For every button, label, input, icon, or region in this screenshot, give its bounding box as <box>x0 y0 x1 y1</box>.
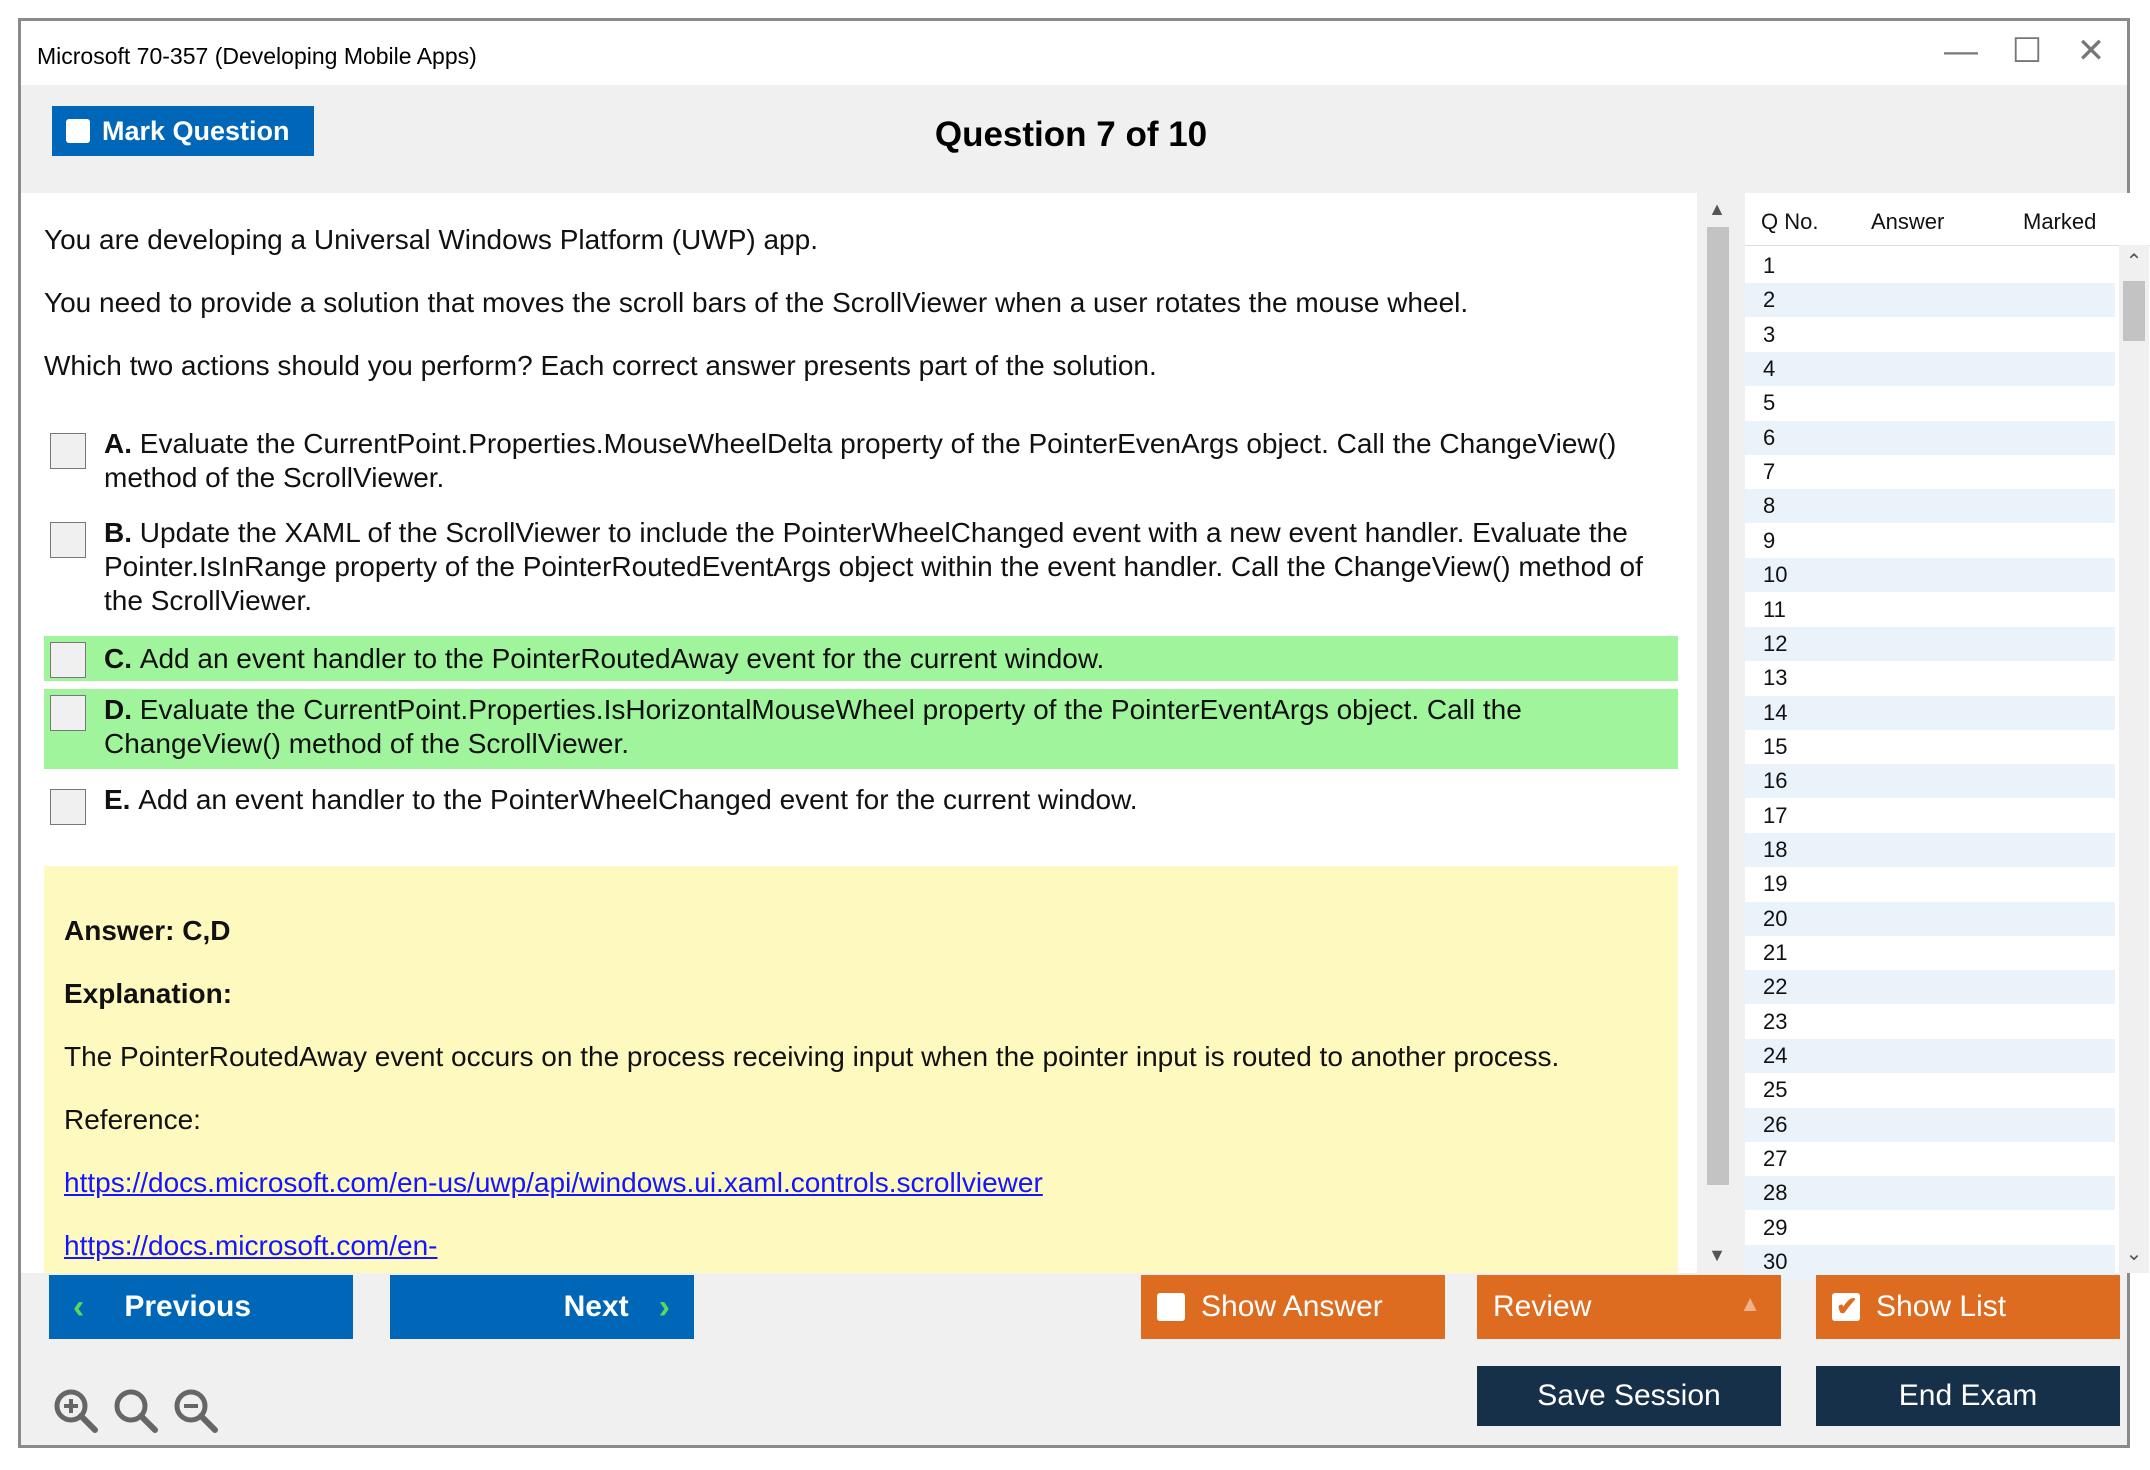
reference-link-2[interactable]: https://docs.microsoft.com/en- <box>64 1230 438 1261</box>
question-list-row[interactable]: 19 <box>1763 871 1788 897</box>
question-list-row[interactable]: 16 <box>1745 764 2115 798</box>
question-content <box>21 193 1697 1273</box>
show-answer-checkbox-icon <box>1157 1293 1185 1321</box>
question-list-row[interactable]: 8 <box>1745 489 2115 523</box>
maximize-button[interactable]: ☐ <box>2011 32 2043 70</box>
end-exam-button[interactable]: End Exam <box>1816 1366 2120 1426</box>
question-list-row[interactable]: 23 <box>1763 1008 1788 1034</box>
show-answer-button[interactable] <box>1141 1275 1445 1339</box>
question-list-row[interactable]: 11 <box>1763 596 1786 622</box>
question-stem-3: Which two actions should you perform? Each correct answer presents part of the solution. <box>44 350 1157 381</box>
option-b-checkbox[interactable] <box>50 522 86 558</box>
minimize-button[interactable]: — <box>1944 32 1978 70</box>
app-window <box>18 18 2143 1448</box>
option-d-text: Evaluate the CurrentPoint.Properties.IsHorizontalMouseWheel property of the PointerEventArgs object. Call the ChangeView() method of the ScrollViewer. <box>104 694 1522 759</box>
explanation-label: Explanation: <box>64 978 233 1009</box>
question-list-row[interactable]: 29 <box>1763 1214 1788 1240</box>
list-scroll-down-icon[interactable]: ⌄ <box>2125 1243 2143 1265</box>
content-scrollbar[interactable] <box>1699 193 1735 1273</box>
dropdown-arrow-icon: ▲ <box>1739 1291 1761 1316</box>
option-c-letter: C. <box>104 643 140 674</box>
question-list-header <box>1745 193 2150 246</box>
next-label: Next <box>563 1290 629 1323</box>
question-list-row[interactable]: 14 <box>1745 696 2115 730</box>
show-answer-label: Show Answer <box>1201 1290 1383 1323</box>
title-bar <box>21 21 2127 85</box>
option-c[interactable] <box>44 636 1678 681</box>
reference-label: Reference: <box>64 1104 201 1135</box>
question-list-row[interactable]: 18 <box>1745 833 2115 867</box>
question-list-row[interactable]: 9 <box>1763 527 1776 553</box>
question-list-row[interactable]: 25 <box>1763 1077 1788 1103</box>
question-list-row[interactable]: 6 <box>1745 421 2115 455</box>
option-c-checkbox[interactable] <box>50 642 86 678</box>
question-list-row[interactable]: 30 <box>1745 1245 2115 1279</box>
list-scroll-thumb[interactable] <box>2123 281 2145 341</box>
question-list-panel <box>1745 193 2150 1273</box>
question-list-row[interactable]: 17 <box>1763 802 1788 828</box>
question-list-row[interactable]: 13 <box>1763 665 1788 691</box>
mark-question-label: Mark Question <box>102 115 290 146</box>
zoom-in-icon[interactable] <box>51 1386 101 1436</box>
option-b[interactable] <box>44 516 1678 618</box>
content-scroll-thumb[interactable] <box>1707 227 1729 1185</box>
question-list-row[interactable]: 21 <box>1763 940 1788 965</box>
answer-panel <box>44 866 1678 1273</box>
question-stem-2: You need to provide a solution that moves the scroll bars of the ScrollViewer when a user rotates the mouse wheel. <box>44 287 1469 318</box>
option-e-text: Add an event handler to the PointerWheelChanged event for the current window. <box>138 784 1138 815</box>
question-list-row[interactable]: 5 <box>1763 390 1776 416</box>
reference-link-1[interactable]: https://docs.microsoft.com/en-us/uwp/api/windows.ui.xaml.controls.scrollviewer <box>64 1167 1043 1198</box>
question-list-scrollbar[interactable] <box>2119 245 2149 1273</box>
question-list-row[interactable]: 10 <box>1745 558 2115 592</box>
option-b-text: Update the XAML of the ScrollViewer to include the PointerWheelChanged event with a new event handler. Evaluate the Pointer.IsInRange property of the PointerRoutedEventArgs object within the event handler. Call the ChangeView() method of the ScrollViewer. <box>104 517 1643 616</box>
option-b-letter: B. <box>104 517 140 548</box>
option-e-checkbox[interactable] <box>50 789 86 825</box>
close-button[interactable]: ✕ <box>2076 32 2106 70</box>
option-a-text: Evaluate the CurrentPoint.Properties.MouseWheelDelta property of the PointerEvenArgs object. Call the ChangeView() method of the ScrollViewer. <box>104 428 1617 493</box>
show-list-label: Show List <box>1876 1290 2007 1323</box>
scroll-down-icon[interactable]: ▼ <box>1708 1245 1726 1265</box>
option-a-checkbox[interactable] <box>50 433 86 469</box>
zoom-out-icon[interactable] <box>171 1386 221 1436</box>
option-c-text: Add an event handler to the PointerRoutedAway event for the current window. <box>139 643 1105 674</box>
explanation-text: The PointerRoutedAway event occurs on the process receiving input when the pointer input is routed to another process. <box>64 1041 1560 1072</box>
answer-line: Answer: C,D <box>64 915 231 946</box>
question-list-row[interactable]: 7 <box>1763 459 1776 485</box>
scroll-up-icon[interactable]: ▲ <box>1708 199 1726 219</box>
question-list-row[interactable]: 26 <box>1745 1108 2115 1142</box>
option-e[interactable] <box>44 783 1678 829</box>
answer-header: Answer <box>1871 209 1945 234</box>
chevron-left-icon: ‹ <box>73 1287 85 1326</box>
marked-header: Marked <box>2023 209 2097 234</box>
previous-button[interactable] <box>49 1275 353 1339</box>
question-list-row[interactable]: 3 <box>1763 321 1776 347</box>
question-list-row[interactable]: 27 <box>1763 1146 1788 1172</box>
question-list-row[interactable]: 28 <box>1745 1176 2115 1210</box>
option-a[interactable] <box>44 427 1678 497</box>
question-list-row[interactable]: 24 <box>1745 1039 2115 1073</box>
list-scroll-up-icon[interactable]: ⌃ <box>2125 251 2143 273</box>
option-a-letter: A. <box>104 428 140 459</box>
question-list-row[interactable]: 12 <box>1745 627 2115 661</box>
window-title: Microsoft 70-357 (Developing Mobile Apps) <box>37 43 477 69</box>
question-title: Question 7 of 10 <box>934 115 1208 154</box>
qno-header: Q No. <box>1761 209 1819 234</box>
previous-label: Previous <box>124 1290 252 1323</box>
show-list-button[interactable] <box>1816 1275 2120 1339</box>
chevron-right-icon: › <box>658 1287 670 1326</box>
question-list-row[interactable]: 22 <box>1745 970 2115 1004</box>
question-list-row[interactable]: 1 <box>1763 253 1776 278</box>
question-stem-1: You are developing a Universal Windows Platform (UWP) app. <box>44 224 818 255</box>
show-list-checkbox-icon <box>1832 1293 1860 1321</box>
question-header <box>21 85 2127 193</box>
review-label: Review <box>1493 1290 1592 1323</box>
option-e-letter: E. <box>104 784 139 815</box>
zoom-reset-icon[interactable] <box>111 1386 161 1436</box>
option-d-checkbox[interactable] <box>50 695 86 731</box>
question-list-row[interactable]: 15 <box>1763 733 1788 759</box>
question-list-row[interactable]: 4 <box>1745 352 2115 386</box>
next-button[interactable] <box>390 1275 694 1339</box>
option-d-letter: D. <box>104 694 140 725</box>
review-button[interactable] <box>1477 1275 1781 1339</box>
question-list-row[interactable]: 2 <box>1745 283 2115 317</box>
question-list-row[interactable]: 20 <box>1745 902 2115 936</box>
option-d[interactable] <box>44 689 1678 769</box>
save-session-button[interactable]: Save Session <box>1477 1366 1781 1426</box>
